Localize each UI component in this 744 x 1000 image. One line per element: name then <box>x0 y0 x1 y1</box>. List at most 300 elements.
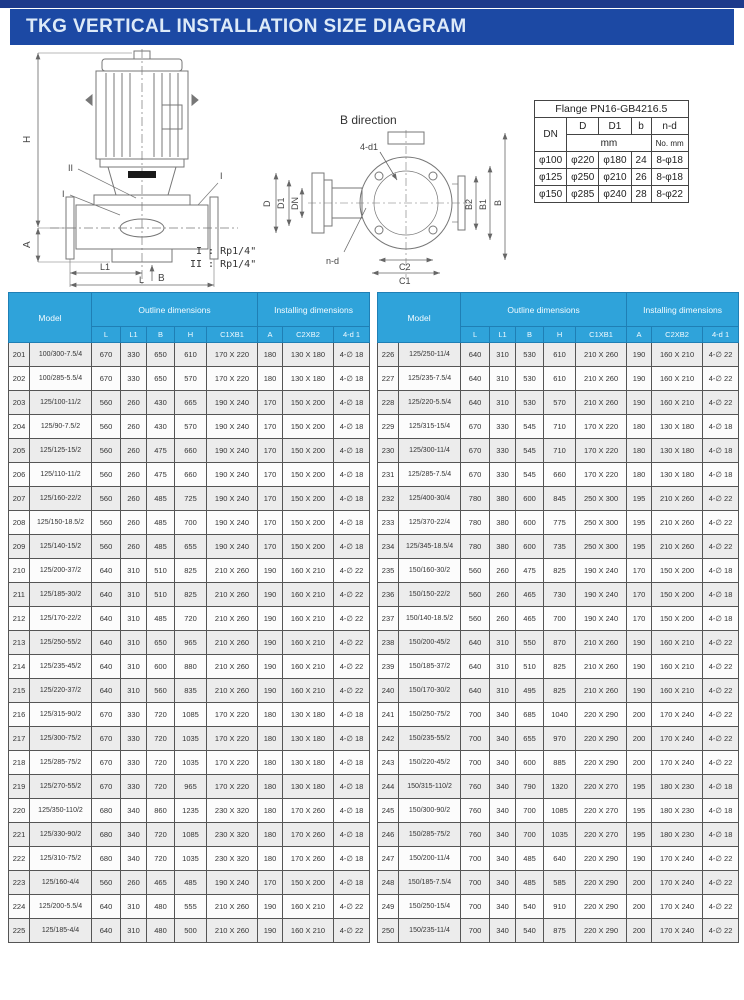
table-cell: 600 <box>516 535 544 559</box>
table-cell: 670 <box>92 751 121 775</box>
table-cell: 200 <box>627 751 652 775</box>
table-cell: 655 <box>516 727 544 751</box>
table-cell: 660 <box>175 463 207 487</box>
table-cell: 180 <box>627 415 652 439</box>
table-cell: φ150 <box>535 186 567 203</box>
dim-label-l: L <box>139 275 145 285</box>
table-cell: 4-∅ 18 <box>334 391 370 415</box>
table-cell: 190 <box>258 919 283 943</box>
table-cell: 221 <box>9 823 30 847</box>
table-row <box>378 655 739 679</box>
table-cell: 4-∅ 18 <box>334 439 370 463</box>
table-cell: 210 X 260 <box>207 679 258 703</box>
table-cell: 125/220-37/2 <box>30 679 92 703</box>
label-4d1: 4-d1 <box>360 142 379 152</box>
table-cell: 210 X 260 <box>576 367 627 391</box>
table-cell: 340 <box>121 799 147 823</box>
table-cell: 545 <box>516 439 544 463</box>
table-cell: 910 <box>544 895 576 919</box>
table-cell: 330 <box>121 751 147 775</box>
table-cell: 640 <box>92 583 121 607</box>
table-cell: 210 X 260 <box>576 631 627 655</box>
table-cell: 230 X 320 <box>207 823 258 847</box>
table-cell: 330 <box>121 775 147 799</box>
table-cell: 510 <box>147 583 175 607</box>
table-row <box>9 367 370 391</box>
table-cell: 180 <box>258 775 283 799</box>
table-cell: 190 <box>258 895 283 919</box>
table-cell: 610 <box>544 367 576 391</box>
b-direction-label: B direction <box>340 113 397 127</box>
table-cell: 180 <box>627 463 652 487</box>
table-cell: 125/235-45/2 <box>30 655 92 679</box>
table-cell: 125/350-110/2 <box>30 799 92 823</box>
table-cell: 845 <box>544 487 576 511</box>
table-cell: 4-∅ 22 <box>334 607 370 631</box>
table-cell: 230 X 320 <box>207 847 258 871</box>
table-cell: 170 <box>258 871 283 895</box>
table-cell: 150/185-37/2 <box>399 655 461 679</box>
table-cell: 190 <box>627 679 652 703</box>
table-cell: 190 X 240 <box>207 511 258 535</box>
table-cell: 130 X 180 <box>652 463 703 487</box>
table-cell: 210 X 260 <box>652 487 703 511</box>
table-cell: 4-∅ 18 <box>334 535 370 559</box>
table-cell: 190 <box>627 631 652 655</box>
port-label-i-left: I <box>62 189 65 199</box>
table-row <box>9 511 370 535</box>
table-cell: 860 <box>147 799 175 823</box>
table-row <box>378 871 739 895</box>
table-cell: 310 <box>490 631 516 655</box>
table-cell: 224 <box>9 895 30 919</box>
table-cell: 825 <box>544 559 576 583</box>
table-cell: 125/315-90/2 <box>30 703 92 727</box>
dim-label-dn: DN <box>290 197 300 210</box>
table-cell: 560 <box>461 607 490 631</box>
column-group-installing: Installing dimensions <box>258 293 370 327</box>
table-cell: 160 X 210 <box>652 343 703 367</box>
table-cell: 220 X 270 <box>576 775 627 799</box>
table-cell: 150/200-11/4 <box>399 847 461 871</box>
table-cell: 125/330-90/2 <box>30 823 92 847</box>
table-cell: 640 <box>461 631 490 655</box>
table-cell: 780 <box>461 487 490 511</box>
table-cell: 229 <box>378 415 399 439</box>
column-header: B <box>516 327 544 343</box>
table-cell: 260 <box>121 871 147 895</box>
table-cell: 234 <box>378 535 399 559</box>
table-cell: 210 <box>9 559 30 583</box>
table-row <box>535 118 689 135</box>
table-cell: 125/150-18.5/2 <box>30 511 92 535</box>
dim-label-a: A <box>22 241 33 248</box>
table-cell: 150 X 200 <box>283 439 334 463</box>
table-cell: 4-∅ 22 <box>334 631 370 655</box>
table-cell: 670 <box>461 439 490 463</box>
table-cell: 125/310-75/2 <box>30 847 92 871</box>
table-cell: 330 <box>121 703 147 727</box>
table-cell: 180 <box>627 439 652 463</box>
table-row <box>378 727 739 751</box>
table-cell: 190 X 240 <box>207 415 258 439</box>
table-cell: 4-∅ 22 <box>703 871 739 895</box>
table-cell: 220 X 270 <box>576 799 627 823</box>
table-cell: 190 <box>627 655 652 679</box>
table-cell: 570 <box>175 415 207 439</box>
table-cell: 190 X 240 <box>207 871 258 895</box>
table-cell: 160 X 210 <box>652 367 703 391</box>
table-cell: 227 <box>378 367 399 391</box>
table-cell: 130 X 180 <box>283 367 334 391</box>
table-cell: 330 <box>490 415 516 439</box>
table-cell: 4-∅ 18 <box>334 799 370 823</box>
table-cell: 4-∅ 18 <box>703 463 739 487</box>
table-cell: 885 <box>544 751 576 775</box>
table-row <box>378 631 739 655</box>
table-cell: 4-∅ 22 <box>703 367 739 391</box>
table-cell: 190 X 240 <box>207 535 258 559</box>
table-cell: 220 <box>9 799 30 823</box>
dim-label-b: B <box>493 199 503 206</box>
table-cell: 190 <box>258 583 283 607</box>
table-cell: 4-∅ 22 <box>703 703 739 727</box>
table-cell: 170 X 240 <box>652 919 703 943</box>
table-cell: 310 <box>490 343 516 367</box>
dim-label-c1: C1 <box>399 276 411 286</box>
table-cell: 640 <box>461 367 490 391</box>
column-header-model: Model <box>378 293 461 343</box>
table-cell: 170 X 240 <box>652 727 703 751</box>
table-cell: 540 <box>516 895 544 919</box>
top-strip <box>0 0 744 8</box>
table-cell: 160 X 210 <box>652 631 703 655</box>
table-cell: 600 <box>147 655 175 679</box>
table-cell: 180 X 230 <box>652 823 703 847</box>
table-cell: 150/285-75/2 <box>399 823 461 847</box>
table-cell: 130 X 180 <box>283 703 334 727</box>
table-cell: 380 <box>490 487 516 511</box>
table-cell: 4-∅ 22 <box>703 919 739 943</box>
table-cell: 150/235-11/4 <box>399 919 461 943</box>
table-cell: 210 X 260 <box>207 631 258 655</box>
table-row <box>9 535 370 559</box>
table-cell: 260 <box>121 391 147 415</box>
table-cell: 220 X 290 <box>576 727 627 751</box>
table-cell: 4-∅ 18 <box>703 823 739 847</box>
table-cell: 725 <box>175 487 207 511</box>
table-cell: φ250 <box>567 169 599 186</box>
table-cell: 130 X 180 <box>283 751 334 775</box>
table-cell: 100/285-5.5/4 <box>30 367 92 391</box>
table-cell: 130 X 180 <box>283 727 334 751</box>
table-cell: 180 X 230 <box>652 775 703 799</box>
table-row <box>378 583 739 607</box>
table-cell: 170 X 220 <box>207 751 258 775</box>
table-cell: 160 X 210 <box>283 631 334 655</box>
column-group-installing: Installing dimensions <box>627 293 739 327</box>
column-header: C2XB2 <box>652 327 703 343</box>
table-cell: 4-∅ 22 <box>703 847 739 871</box>
table-cell: 190 X 240 <box>207 439 258 463</box>
table-cell: 530 <box>516 367 544 391</box>
table-cell: φ100 <box>535 152 567 169</box>
drawing-area <box>0 45 744 290</box>
table-cell: 4-∅ 22 <box>703 391 739 415</box>
column-header: DN <box>535 118 567 152</box>
table-row <box>9 487 370 511</box>
table-cell: 560 <box>147 679 175 703</box>
table-row <box>378 559 739 583</box>
table-row <box>9 679 370 703</box>
column-header: D1 <box>599 118 631 135</box>
table-cell: φ220 <box>567 152 599 169</box>
table-cell: 4-∅ 22 <box>703 535 739 559</box>
flange-table <box>534 100 689 203</box>
table-row <box>378 847 739 871</box>
table-cell: 340 <box>490 823 516 847</box>
table-cell: 4-∅ 22 <box>703 895 739 919</box>
table-cell: 231 <box>378 463 399 487</box>
table-cell: 260 <box>121 463 147 487</box>
table-cell: 660 <box>544 463 576 487</box>
table-cell: 735 <box>544 535 576 559</box>
table-cell: 170 X 260 <box>283 847 334 871</box>
table-cell: 640 <box>461 655 490 679</box>
table-cell: 585 <box>544 871 576 895</box>
table-cell: 730 <box>544 583 576 607</box>
table-cell: 260 <box>121 535 147 559</box>
table-cell: 330 <box>121 727 147 751</box>
table-cell: 220 X 290 <box>576 847 627 871</box>
table-cell: 665 <box>175 391 207 415</box>
dimension-tables <box>8 292 738 943</box>
table-row <box>9 583 370 607</box>
column-header: A <box>258 327 283 343</box>
table-cell: 170 <box>258 439 283 463</box>
table-cell: 245 <box>378 799 399 823</box>
table-cell: 125/200-37/2 <box>30 559 92 583</box>
table-cell: 670 <box>92 367 121 391</box>
column-header-model: Model <box>9 293 92 343</box>
table-cell: 240 <box>378 679 399 703</box>
table-cell: 570 <box>175 367 207 391</box>
table-cell: 825 <box>544 679 576 703</box>
table-cell: 780 <box>461 511 490 535</box>
table-cell: 550 <box>516 631 544 655</box>
table-cell: 180 <box>258 343 283 367</box>
table-row <box>378 415 739 439</box>
port-notes <box>190 245 256 271</box>
table-cell: 211 <box>9 583 30 607</box>
table-cell: 720 <box>147 703 175 727</box>
table-cell: 26 <box>631 169 651 186</box>
table-cell: 160 X 210 <box>283 895 334 919</box>
table-cell: 4-∅ 22 <box>703 727 739 751</box>
port-label-i-right: I <box>220 171 223 181</box>
table-cell: 125/300-75/2 <box>30 727 92 751</box>
table-cell: 8-φ18 <box>651 169 688 186</box>
table-cell: 340 <box>490 703 516 727</box>
table-row <box>9 919 370 943</box>
table-cell: 125/315-15/4 <box>399 415 461 439</box>
table-cell: 150/150-22/2 <box>399 583 461 607</box>
table-cell: 560 <box>92 487 121 511</box>
table-cell: 465 <box>147 871 175 895</box>
table-cell: 241 <box>378 703 399 727</box>
dim-label-d1: D1 <box>276 197 286 209</box>
table-row <box>378 775 739 799</box>
table-cell: 650 <box>147 367 175 391</box>
table-cell: 160 X 210 <box>652 679 703 703</box>
table-cell: 700 <box>516 799 544 823</box>
table-cell: 4-∅ 18 <box>703 439 739 463</box>
table-cell: 475 <box>147 439 175 463</box>
table-cell: 340 <box>490 919 516 943</box>
table-cell: 160 X 210 <box>283 919 334 943</box>
table-cell: 190 <box>627 391 652 415</box>
table-cell: 465 <box>516 583 544 607</box>
table-cell: 475 <box>516 559 544 583</box>
table-cell: 4-∅ 18 <box>334 415 370 439</box>
column-header: C1XB1 <box>207 327 258 343</box>
table-cell: 208 <box>9 511 30 535</box>
table-cell: 170 X 240 <box>652 751 703 775</box>
table-cell: 700 <box>461 703 490 727</box>
table-cell: 4-∅ 18 <box>703 607 739 631</box>
table-cell: 125/300-11/4 <box>399 439 461 463</box>
table-cell: 500 <box>175 919 207 943</box>
table-cell: 670 <box>461 415 490 439</box>
table-cell: 640 <box>92 559 121 583</box>
table-cell: 4-∅ 22 <box>334 679 370 703</box>
table-cell: 340 <box>490 799 516 823</box>
table-cell: 700 <box>461 727 490 751</box>
table-cell: 545 <box>516 463 544 487</box>
table-cell: 190 <box>627 847 652 871</box>
table-cell: 340 <box>490 727 516 751</box>
table-cell: 170 <box>627 559 652 583</box>
table-cell: 4-∅ 18 <box>334 511 370 535</box>
table-cell: 260 <box>121 487 147 511</box>
table-cell: 430 <box>147 391 175 415</box>
table-cell: 835 <box>175 679 207 703</box>
table-cell: 170 <box>627 583 652 607</box>
table-cell: 170 X 240 <box>652 847 703 871</box>
table-cell: 210 X 260 <box>207 655 258 679</box>
table-cell: 610 <box>544 343 576 367</box>
table-cell: 250 X 300 <box>576 487 627 511</box>
table-cell: 825 <box>544 655 576 679</box>
table-cell: 430 <box>147 415 175 439</box>
table-cell: 560 <box>92 391 121 415</box>
dimension-table-right <box>377 292 739 943</box>
dim-label-b: B <box>158 273 165 284</box>
dim-label-l1: L1 <box>100 262 111 272</box>
table-cell: φ240 <box>599 186 631 203</box>
table-cell: 210 X 260 <box>576 343 627 367</box>
table-cell: 220 X 290 <box>576 895 627 919</box>
table-cell: 237 <box>378 607 399 631</box>
table-cell: 310 <box>490 391 516 415</box>
table-cell: 560 <box>461 583 490 607</box>
port-label-ii: II <box>68 163 74 173</box>
dim-label-b2: B2 <box>464 198 474 210</box>
table-cell: 4-∅ 18 <box>334 463 370 487</box>
table-cell: 125/160-4/4 <box>30 871 92 895</box>
table-cell: 150 X 200 <box>283 391 334 415</box>
table-cell: 310 <box>121 559 147 583</box>
table-cell: 195 <box>627 823 652 847</box>
table-row <box>378 367 739 391</box>
table-cell: 125/160-22/2 <box>30 487 92 511</box>
column-group-outline: Outline dimensions <box>92 293 258 327</box>
table-cell: 485 <box>147 607 175 631</box>
table-cell: 8-φ18 <box>651 152 688 169</box>
table-cell: 125/125-15/2 <box>30 439 92 463</box>
table-cell: 250 X 300 <box>576 535 627 559</box>
table-cell: 180 <box>258 703 283 727</box>
table-cell: 204 <box>9 415 30 439</box>
table-header-row <box>9 293 370 327</box>
table-row <box>378 919 739 943</box>
table-cell: 720 <box>147 847 175 871</box>
table-cell: 150/315-110/2 <box>399 775 461 799</box>
table-cell: 4-∅ 22 <box>703 751 739 775</box>
table-cell: 125/220-5.5/4 <box>399 391 461 415</box>
table-row <box>9 607 370 631</box>
table-cell: 125/400-30/4 <box>399 487 461 511</box>
table-cell: 310 <box>121 631 147 655</box>
table-cell: 225 <box>9 919 30 943</box>
table-cell: 130 X 180 <box>652 439 703 463</box>
table-cell: 685 <box>516 703 544 727</box>
table-cell: 485 <box>516 871 544 895</box>
table-row <box>9 871 370 895</box>
table-cell: 210 X 260 <box>576 391 627 415</box>
table-cell: 4-∅ 18 <box>703 775 739 799</box>
table-cell: 170 <box>258 511 283 535</box>
table-row <box>9 895 370 919</box>
table-cell: 150 X 200 <box>283 487 334 511</box>
table-row <box>9 391 370 415</box>
table-cell: 4-∅ 18 <box>703 583 739 607</box>
unit-label: mm <box>567 135 651 152</box>
table-cell: 310 <box>121 607 147 631</box>
table-cell: 214 <box>9 655 30 679</box>
table-cell: 250 X 300 <box>576 511 627 535</box>
table-cell: 190 <box>258 679 283 703</box>
table-cell: 540 <box>516 919 544 943</box>
table-cell: 201 <box>9 343 30 367</box>
table-cell: 720 <box>147 727 175 751</box>
table-cell: 260 <box>490 559 516 583</box>
table-cell: 170 X 260 <box>283 823 334 847</box>
table-cell: 216 <box>9 703 30 727</box>
table-row <box>378 535 739 559</box>
table-cell: 600 <box>516 751 544 775</box>
table-cell: 600 <box>516 487 544 511</box>
table-cell: 310 <box>121 895 147 919</box>
table-cell: 530 <box>516 391 544 415</box>
table-cell: 230 X 320 <box>207 799 258 823</box>
table-cell: 4-∅ 22 <box>334 655 370 679</box>
table-cell: 130 X 180 <box>283 343 334 367</box>
table-cell: 720 <box>147 823 175 847</box>
table-cell: 1035 <box>544 823 576 847</box>
table-row <box>9 463 370 487</box>
table-cell: 210 X 260 <box>576 655 627 679</box>
